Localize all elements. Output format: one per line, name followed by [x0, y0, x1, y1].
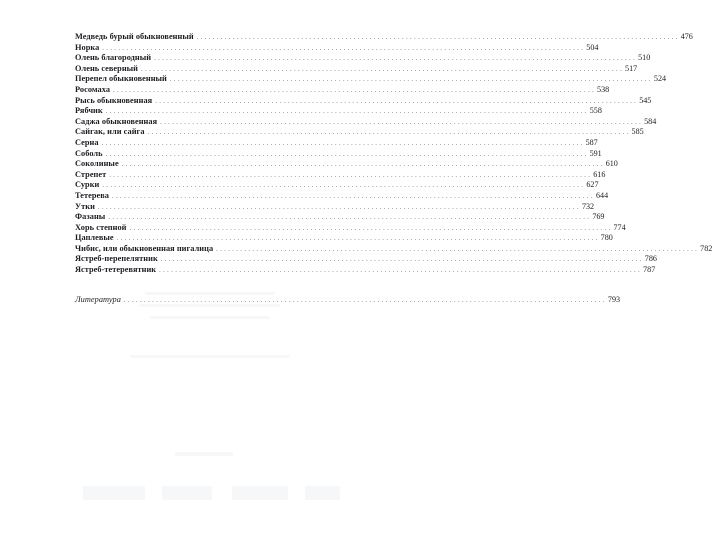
toc-dot-leader: ........................................................................................................................	[147, 129, 631, 137]
toc-entry-page-number: 558	[589, 106, 602, 116]
toc-dot-leader: ........................................................................................................................	[121, 161, 605, 169]
toc-entry-title: Серна	[75, 137, 99, 147]
toc-entry-title: Олень благородный	[75, 53, 152, 63]
toc-entry-title: Рябчик	[75, 106, 103, 116]
toc-entry	[75, 148, 602, 160]
toc-dot-leader: ........................................................................................................................	[216, 245, 700, 253]
toc-spacer	[75, 276, 320, 295]
toc-dot-leader: ........................................................................................................................	[169, 76, 653, 84]
toc-dot-leader: ........................................................................................................................	[196, 34, 680, 41]
toc-entry-title: Рысь обыкновенная	[75, 95, 153, 105]
toc-dot-leader: ........................................................................................................................	[160, 256, 644, 264]
toc-entry-page-number: 545	[639, 95, 652, 105]
toc-entry-page-number: 769	[592, 212, 605, 222]
toc-dot-leader: ........................................................................................................................	[116, 235, 600, 243]
toc-entry-title: Хорь степной	[75, 222, 127, 232]
toc-entry-page-number: 793	[607, 294, 621, 304]
toc-entry-title: Саджа обыкновенная	[75, 116, 158, 126]
toc-entry-title: Тетерева	[75, 190, 109, 200]
show-through-line	[130, 355, 290, 358]
toc-entry-title: Цаплевые	[75, 233, 114, 243]
show-through-line	[150, 316, 270, 319]
toc-entry	[75, 116, 657, 128]
toc-entry	[75, 233, 613, 244]
toc-entry	[75, 127, 644, 138]
toc-entry-page-number: 585	[631, 127, 644, 137]
toc-entry-title: Соболь	[75, 148, 103, 158]
toc-entry	[75, 265, 656, 276]
toc-entry-title: Ястреб-тетеревятник	[75, 265, 157, 275]
toc-dot-leader: ........................................................................................................................	[113, 86, 597, 94]
toc-dot-leader: ........................................................................................................................	[109, 171, 593, 179]
toc-entry-page-number: 786	[644, 254, 657, 264]
toc-entry-title: Олень северный	[75, 63, 139, 73]
toc-entry-page-number: 782	[700, 243, 712, 253]
show-through-block	[162, 486, 212, 500]
show-through-block	[305, 486, 340, 500]
toc-entry-title: Соколиные	[75, 159, 119, 169]
toc-entry-title: Медведь бурый обыкновенный	[75, 32, 194, 41]
toc-entry-title: Сурки	[75, 180, 100, 190]
toc-entry-page-number: 732	[581, 201, 595, 211]
toc-dot-leader: ........................................................................................................................	[105, 150, 589, 158]
toc-entry-page-number: 538	[597, 84, 610, 94]
toc-dot-leader: ........................................................................................................................	[105, 108, 589, 116]
toc-entry	[75, 254, 657, 265]
toc-entry-page-number: 627	[586, 180, 599, 190]
toc-entry	[75, 95, 652, 107]
toc-dot-leader: ........................................................................................................................	[102, 182, 586, 190]
toc-dot-leader: ........................................................................................................................	[160, 118, 644, 126]
show-through-block	[232, 486, 288, 500]
show-through-block	[83, 486, 145, 500]
toc-entry-page-number: 510	[638, 53, 651, 63]
toc-entry	[75, 74, 667, 85]
toc-entry	[75, 190, 609, 202]
toc-dot-leader: ........................................................................................................................	[159, 267, 643, 275]
toc-dot-leader: ........................................................................................................................	[141, 65, 625, 73]
toc-entry-title: Перепел обыкновенный	[75, 74, 167, 84]
toc-entry-page-number: 787	[643, 265, 656, 275]
toc-entry-title: Стрепет	[75, 169, 107, 179]
toc-dot-leader: ........................................................................................................................	[111, 192, 595, 200]
toc-entry	[75, 201, 595, 213]
toc-dot-leader: ........................................................................................................................	[129, 224, 613, 232]
toc-entry-page-number: 644	[595, 190, 609, 200]
toc-entry	[75, 169, 606, 181]
toc-entry-page-number: 610	[605, 159, 618, 169]
toc-entry	[75, 212, 605, 223]
toc-entry	[75, 42, 599, 54]
toc-entry-page-number: 774	[613, 222, 626, 232]
toc-entry	[75, 106, 602, 117]
toc-entry	[75, 32, 693, 43]
toc-entry-title: Росомаха	[75, 84, 111, 94]
toc-entry	[75, 243, 712, 255]
toc-entry-title: Ястреб-перепелятник	[75, 254, 158, 264]
toc-entry-title: Литература	[75, 294, 121, 304]
toc-dot-leader: ........................................................................................................................	[101, 139, 585, 147]
toc-entry-page-number: 587	[585, 137, 598, 147]
toc-entry-title: Сайгак, или сайга	[75, 127, 145, 137]
toc-dot-leader: ........................................................................................................................	[154, 55, 638, 63]
toc-dot-leader: ........................................................................................................................	[123, 296, 607, 304]
toc-dot-leader: ........................................................................................................................	[102, 44, 586, 52]
toc-entry-page-number: 591	[589, 148, 602, 158]
show-through-line	[175, 452, 233, 456]
toc-entry-title: Чибис, или обыкновенная пигалица	[75, 243, 214, 253]
toc-dot-leader: ........................................................................................................................	[97, 203, 581, 211]
table-of-contents	[75, 32, 712, 305]
toc-entry-page-number: 504	[586, 42, 599, 52]
toc-entry-literature	[75, 294, 621, 306]
toc-entry	[75, 84, 610, 96]
toc-entry	[75, 222, 626, 234]
toc-entry-page-number: 476	[680, 32, 693, 41]
toc-entry	[75, 159, 618, 170]
toc-entry	[75, 53, 651, 64]
toc-entry	[75, 180, 599, 191]
toc-dot-leader: ........................................................................................................................	[155, 97, 639, 105]
toc-entry-title: Фазаны	[75, 212, 106, 222]
toc-entry-page-number: 524	[653, 74, 667, 84]
toc-entry	[75, 137, 598, 149]
toc-entry	[75, 63, 638, 75]
toc-entry-title: Норка	[75, 42, 100, 52]
toc-entry-page-number: 616	[593, 169, 606, 179]
toc-entry-page-number: 517	[625, 63, 638, 73]
toc-entry-page-number: 584	[644, 116, 657, 126]
toc-dot-leader: ........................................................................................................................	[108, 214, 592, 222]
toc-entry-page-number: 780	[600, 233, 613, 243]
toc-entry-title: Утки	[75, 201, 95, 211]
